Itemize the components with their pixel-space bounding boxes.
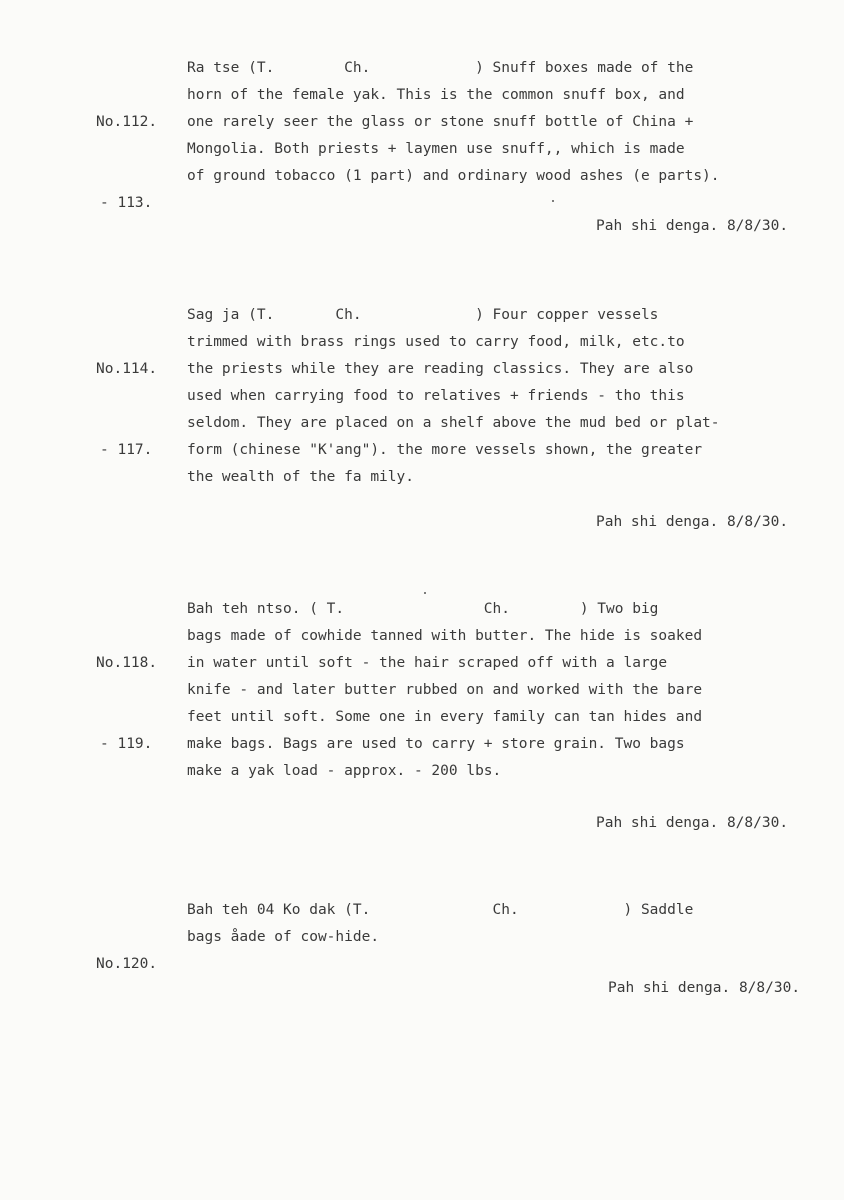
entry-number-start: No.112. bbox=[96, 114, 158, 130]
entry-signature: Pah shi denga. 8/8/30. bbox=[596, 218, 789, 234]
description-line: used when carrying food to relatives + friends - tho this bbox=[187, 388, 685, 404]
entry-number-range: - 113. bbox=[100, 195, 153, 211]
entry-signature: Pah shi denga. 8/8/30. bbox=[608, 980, 801, 996]
description-line: horn of the female yak. This is the common snuff box, and bbox=[187, 87, 685, 103]
entry-number-start: No.120. bbox=[96, 956, 158, 972]
description-line: Bah teh 04 Ko dak (T. Ch. ) Saddle bbox=[187, 902, 694, 918]
description-line: feet until soft. Some one in every family can tan hides and bbox=[187, 709, 703, 725]
description-line: bags åade of cow-hide. bbox=[187, 929, 380, 945]
description-line: Mongolia. Both priests + laymen use snuff,, which is made bbox=[187, 141, 685, 157]
description-line: form (chinese "K'ang"). the more vessels shown, the greater bbox=[187, 442, 703, 458]
entry-description bbox=[187, 302, 827, 491]
description-line: knife - and later butter rubbed on and worked with the bare bbox=[187, 682, 703, 698]
description-line: the priests while they are reading classics. They are also bbox=[187, 361, 694, 377]
description-line: Ra tse (T. Ch. ) Snuff boxes made of the bbox=[187, 60, 694, 76]
entry-number bbox=[96, 596, 182, 812]
entry-description bbox=[187, 55, 827, 190]
description-line: bags made of cowhide tanned with butter. The hide is soaked bbox=[187, 628, 703, 644]
description-line: in water until soft - the hair scraped off with a large bbox=[187, 655, 668, 671]
description-line: the wealth of the fa mily. bbox=[187, 469, 414, 485]
description-line: trimmed with brass rings used to carry food, milk, etc.to bbox=[187, 334, 685, 350]
entry-number-start: No.118. bbox=[96, 655, 158, 671]
description-line: Bah teh ntso. ( T. Ch. ) Two big bbox=[187, 601, 659, 617]
description-line: seldom. They are placed on a shelf above the mud bed or plat- bbox=[187, 415, 720, 431]
entry-number bbox=[96, 302, 182, 518]
stray-mark bbox=[552, 200, 554, 202]
description-line: of ground tobacco (1 part) and ordinary wood ashes (e parts). bbox=[187, 168, 720, 184]
entry-number bbox=[96, 55, 182, 271]
entry-description bbox=[187, 897, 827, 951]
description-line: make a yak load - approx. - 200 lbs. bbox=[187, 763, 502, 779]
entry-number-start: No.114. bbox=[96, 361, 158, 377]
entry-number-range: - 119. bbox=[100, 736, 153, 752]
stray-mark bbox=[424, 592, 426, 594]
entry-signature: Pah shi denga. 8/8/30. bbox=[596, 514, 789, 530]
entry-signature: Pah shi denga. 8/8/30. bbox=[596, 815, 789, 831]
entry-number bbox=[96, 897, 182, 1032]
description-line: one rarely seer the glass or stone snuff bottle of China + bbox=[187, 114, 694, 130]
description-line: Sag ja (T. Ch. ) Four copper vessels bbox=[187, 307, 659, 323]
entry-description bbox=[187, 596, 827, 785]
description-line: make bags. Bags are used to carry + store grain. Two bags bbox=[187, 736, 685, 752]
entry-number-range: - 117. bbox=[100, 442, 153, 458]
